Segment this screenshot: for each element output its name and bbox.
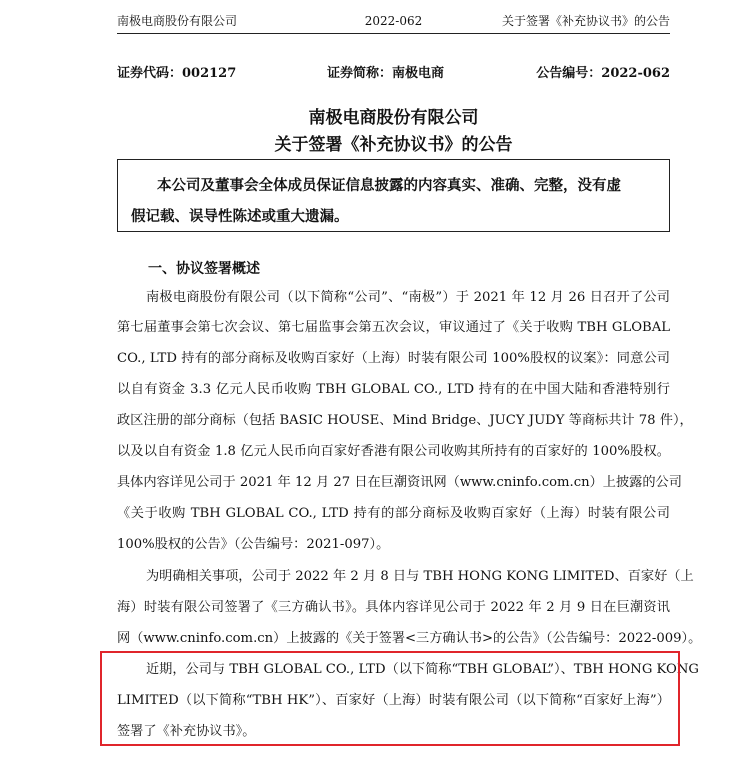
statement-line-1: 本公司及董事会全体成员保证信息披露的内容真实、准确、完整，没有虚 xyxy=(157,177,621,194)
paragraph-2-line: 网（www.cninfo.com.cn）上披露的《关于签署<三方确认书>的公告》（公告编号：2022-009）。 xyxy=(117,631,702,646)
paragraph-3-line: LIMITED（以下简称“TBH HK”）、百家好（上海）时装有限公司（以下简称“百家好上海”） xyxy=(117,693,670,708)
paragraph-3-line: 签署了《补充协议书》。 xyxy=(117,724,256,739)
paragraph-1-line: 100%股权的公告》（公告编号：2021-097）。 xyxy=(117,537,390,552)
header-doc-no: 2022-062 xyxy=(364,14,423,28)
paragraph-1-line: 以及以自有资金 1.8 亿元人民币向百家好香港有限公司收购其所持有的百家好的 100%股权。 xyxy=(117,444,670,459)
running-header xyxy=(117,11,670,31)
paragraph-3-line: 近期，公司与 TBH GLOBAL CO., LTD（以下简称“TBH GLOBAL”）、TBH HONG KONG xyxy=(146,662,699,677)
paragraph-1-line: 以自有资金 3.3 亿元人民币收购 TBH GLOBAL CO., LTD 持有的在中国大陆和香港特别行 xyxy=(117,382,670,397)
header-rule xyxy=(117,33,670,34)
header-company: 南极电商股份有限公司 xyxy=(117,14,238,28)
paragraph-2-line: 为明确相关事项，公司于 2022 年 2 月 8 日与 TBH HONG KONG LIMITED、百家好（上 xyxy=(146,569,694,584)
doc-title-subject: 关于签署《补充协议书》的公告 xyxy=(274,135,513,155)
statement-line-2: 假记载、误导性陈述或重大遗漏。 xyxy=(131,208,349,225)
paragraph-2-line: 海）时装有限公司签署了《三方确认书》。具体内容详见公司于 2022 年 2 月 9 日在巨潮资讯 xyxy=(117,600,670,615)
paragraph-1-line: 第七届董事会第七次会议、第七届监事会第五次会议，审议通过了《关于收购 TBH GLOBAL xyxy=(117,320,670,335)
meta-row xyxy=(117,63,670,85)
paragraph-1-line: 具体内容详见公司于 2021 年 12 月 27 日在巨潮资讯网（www.cninfo.com.cn）上披露的公司 xyxy=(117,475,682,490)
highlight-box xyxy=(100,651,699,746)
paragraph-1-line: 南极电商股份有限公司（以下简称“公司”、“南极”）于 2021 年 12 月 26 日召开了公司 xyxy=(146,290,670,305)
security-code: 证券代码：002127 xyxy=(117,66,237,81)
doc-title-company: 南极电商股份有限公司 xyxy=(308,108,479,128)
section-heading: 一、协议签署概述 xyxy=(148,261,260,277)
header-doc-title: 关于签署《补充协议书》的公告 xyxy=(501,14,670,28)
security-abbr: 证券简称：南极电商 xyxy=(327,66,445,81)
paragraph-1-line: 政区注册的部分商标（包括 BASIC HOUSE、Mind Bridge、JUCY JUDY 等商标共计 78 件）， xyxy=(117,413,693,428)
paragraph-1-line: CO., LTD 持有的部分商标及收购百家好（上海）时装有限公司 100%股权的议案》：同意公司 xyxy=(117,351,670,366)
paragraph-1-line: 《关于收购 TBH GLOBAL CO., LTD 持有的部分商标及收购百家好（上海）时装有限公司 xyxy=(117,506,670,521)
notice-number: 公告编号：2022-062 xyxy=(536,66,670,81)
